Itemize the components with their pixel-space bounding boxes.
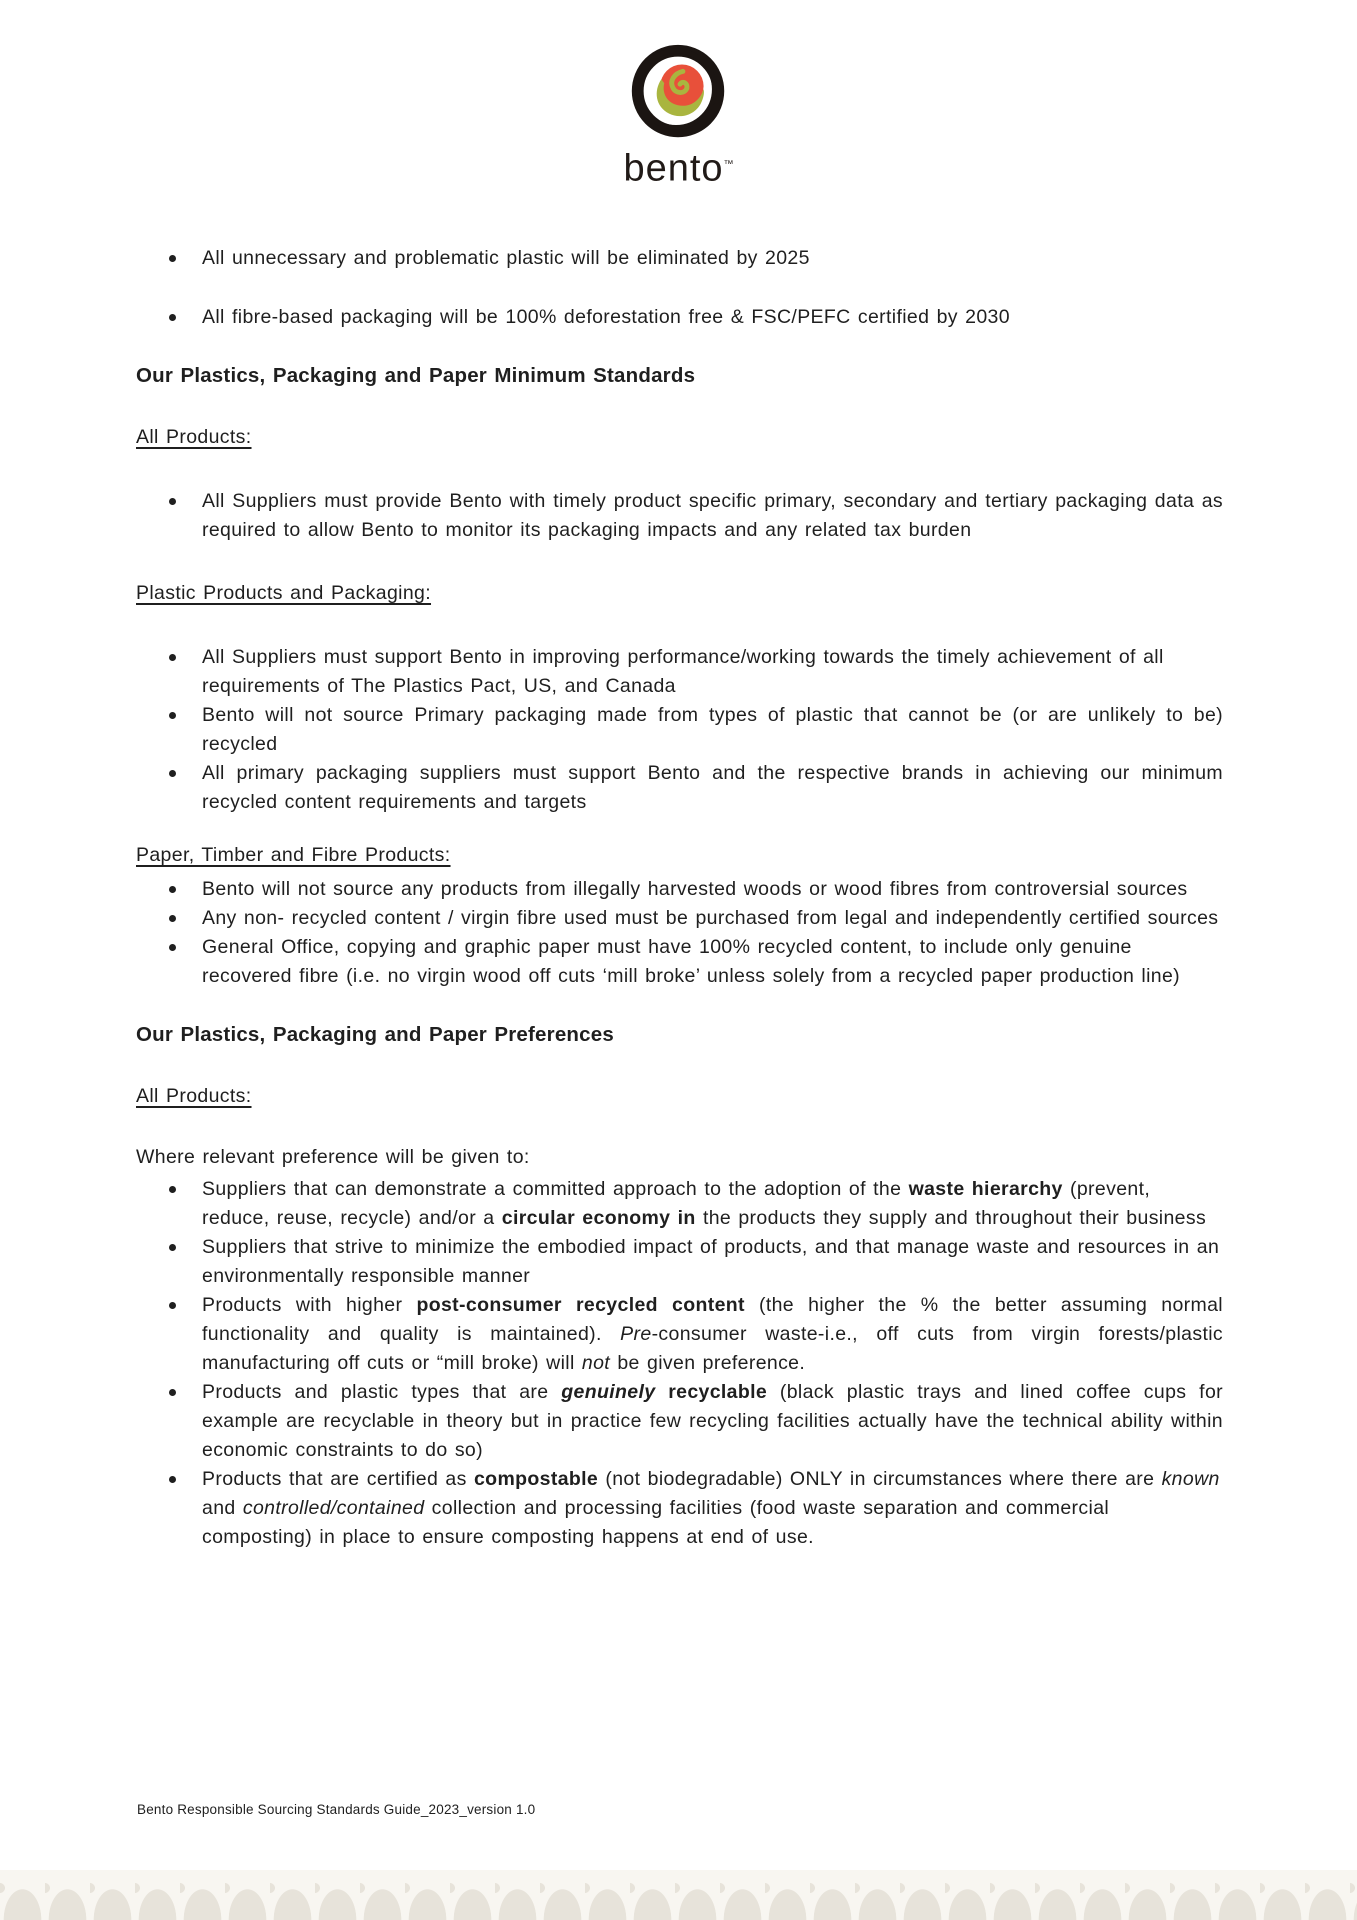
text-run: recyclable: [655, 1380, 768, 1403]
text-run: circular economy in: [501, 1206, 696, 1229]
bullet-item: [136, 1378, 1223, 1465]
text-run: All Suppliers must support Bento in improving performance/working towards the timely achievement of all requirements of The Plastics Pact, US, and Canada: [202, 645, 1164, 697]
text-run: waste hierarchy: [908, 1177, 1063, 1200]
text-run: post-consumer recycled content: [416, 1293, 745, 1316]
bullet-list: [136, 487, 1223, 545]
footer-text: Bento Responsible Sourcing Standards Guide_2023_version 1.0: [137, 1802, 536, 1817]
text-run: Suppliers that can demonstrate a committed approach to the adoption of the: [202, 1177, 909, 1200]
subsection-heading: Paper, Timber and Fibre Products:: [136, 843, 451, 866]
text-run: Products that are certified as: [202, 1467, 474, 1490]
text-run: (black plastic trays and lined coffee cups for example are recyclable in theory but in practice few recycling facilities actually have the technical ability within economic constraints to do so): [202, 1380, 1223, 1461]
text-run: Products and plastic types that are: [202, 1380, 562, 1403]
text-run: -consumer waste-i.e., off cuts from virgin forests/plastic manufacturing off cuts or “mill broke) will: [202, 1322, 1223, 1374]
bullet-item: [136, 904, 1223, 933]
trademark-symbol: ™: [723, 159, 734, 170]
bullet-list: [136, 244, 1223, 332]
text-run: and: [202, 1496, 243, 1519]
bullet-list: [136, 643, 1223, 817]
bullet-item: [136, 1291, 1223, 1378]
text-run: compostable: [473, 1467, 599, 1490]
subsection-heading: All Products:: [136, 1084, 252, 1107]
text-run: All Suppliers must provide Bento with timely product specific primary, secondary and tertiary packaging data as required to allow Bento to monitor its packaging impacts and any related tax burden: [202, 489, 1223, 541]
text-run: genuinely: [561, 1380, 656, 1403]
bullet-list: [136, 1175, 1223, 1552]
bullet-item: [136, 487, 1223, 545]
text-run: Bento will not source any products from illegally harvested woods or wood fibres from controversial sources: [202, 877, 1188, 900]
text-run: Pre: [620, 1322, 652, 1345]
text-run: Bento will not source Primary packaging made from types of plastic that cannot be (or are unlikely to be) recycled: [202, 703, 1223, 755]
document-body: [0, 244, 1357, 1552]
text-run: Products with higher: [202, 1293, 417, 1316]
section-heading: Our Plastics, Packaging and Paper Preferences: [136, 1022, 614, 1046]
text-run: (the higher the % the better assuming normal functionality and quality is maintained).: [202, 1293, 1223, 1345]
text-run: collection and processing facilities (food waste separation and commercial composting) in place to ensure composting happens at end of use.: [202, 1496, 1110, 1548]
bullet-item: [136, 1175, 1223, 1233]
text-run: (prevent, reduce, reuse, recycle) and/or a: [202, 1177, 1151, 1229]
brand-logo: [0, 0, 1357, 190]
bullet-item: [136, 1465, 1223, 1552]
text-run: not: [581, 1351, 611, 1374]
section-heading: Our Plastics, Packaging and Paper Minimum Standards: [136, 363, 696, 387]
bento-logo-icon: [620, 36, 738, 152]
text-run: known: [1161, 1467, 1220, 1490]
text-run: be given preference.: [610, 1351, 806, 1374]
text-run: controlled/contained: [242, 1496, 425, 1519]
text-run: All unnecessary and problematic plastic will be eliminated by 2025: [202, 246, 810, 269]
text-run: Suppliers that strive to minimize the embodied impact of products, and that manage waste and resources in an environmentally responsible manner: [202, 1235, 1220, 1287]
bullet-item: [136, 933, 1223, 991]
text-run: All fibre-based packaging will be 100% deforestation free & FSC/PEFC certified by 2030: [202, 305, 1010, 328]
text-run: Any non- recycled content / virgin fibre used must be purchased from legal and independently certified sources: [202, 906, 1219, 929]
bullet-item: [136, 875, 1223, 904]
bullet-list: [136, 875, 1223, 991]
bottom-border-pattern: [0, 1870, 1357, 1920]
bullet-item: [136, 244, 1223, 273]
brand-wordmark: [0, 147, 1357, 190]
bullet-item: [136, 759, 1223, 817]
paragraph: Where relevant preference will be given to:: [136, 1145, 530, 1168]
bullet-item: [136, 1233, 1223, 1291]
text-run: (not biodegradable) ONLY in circumstances where there are: [598, 1467, 1162, 1490]
brand-name: bento: [623, 147, 724, 190]
bullet-item: [136, 643, 1223, 701]
text-run: All primary packaging suppliers must support Bento and the respective brands in achieving our minimum recycled content requirements and targets: [202, 761, 1223, 813]
text-run: the products they supply and throughout their business: [695, 1206, 1207, 1229]
text-run: General Office, copying and graphic paper must have 100% recycled content, to include only genuine recovered fibre (i.e. no virgin wood off cuts ‘mill broke’ unless solely from a recycled paper production line): [202, 935, 1181, 987]
bullet-item: [136, 303, 1223, 332]
subsection-heading: Plastic Products and Packaging:: [136, 581, 432, 604]
subsection-heading: All Products:: [136, 425, 252, 448]
bullet-item: [136, 701, 1223, 759]
